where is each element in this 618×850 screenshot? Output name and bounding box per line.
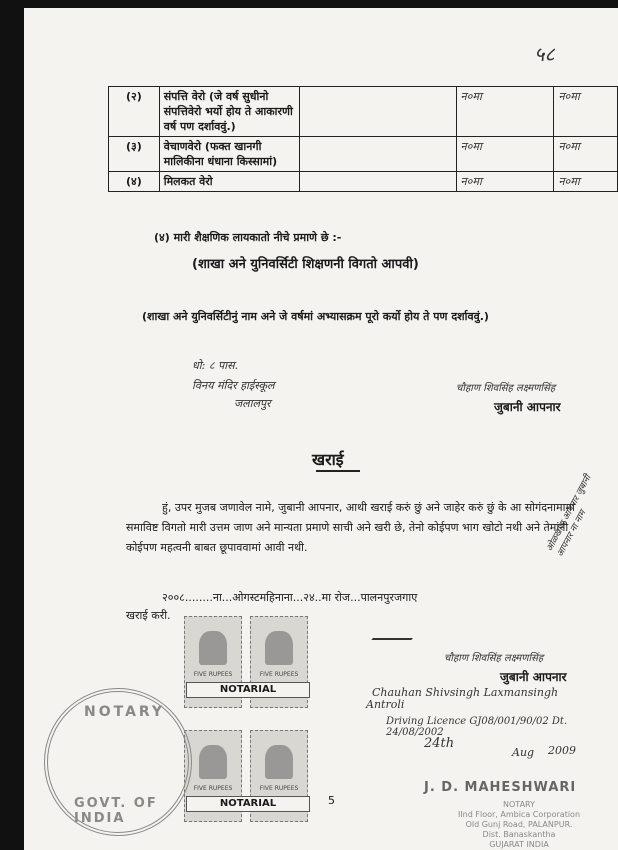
deponent-label: जुबानी आपनार [500,670,567,684]
tick-mark [371,624,424,640]
affidavit-title: खराई [312,450,344,469]
stamp-denomination: FIVE RUPEES [193,671,233,678]
row-cell: न०मा [554,172,618,192]
date-day: 24th [424,736,455,751]
notary-line: GUJARAT INDIA [489,840,549,849]
date-year: 2009 [548,744,576,757]
row-cell: न०मा [456,87,554,137]
document-page [24,8,618,850]
notary-line: Old Gunj Road, PALANPUR. [465,820,573,829]
page-footer-number: 5 [328,794,335,807]
education-entry: धो: ८ पास. [192,359,239,372]
education-instruction: (शाखा अने युनिवर्सिटीनुं नाम अने जे वर्षमां अभ्यासक्रम पूरो कर्यो होय ते पण दर्शाववुं.) [142,310,489,323]
assets-table [108,86,618,192]
row-description: संपत्ति वेरो (जे वर्ष सुधीनो संपत्तिवेरो भर्यो होय ते आकारणी वर्ष पण दर्शाववुं.) [159,87,299,137]
table-row [109,172,618,192]
deponent-label: जुबानी आपनार [494,400,561,414]
driving-licence: Driving Licence GJ08/001/90/02 Dt. 24/08/2002 [386,716,568,738]
stamp-denomination: FIVE RUPEES [259,785,299,792]
row-cell: न०मा [554,137,618,172]
row-cell [299,172,456,192]
emblem-icon [265,745,293,779]
signature: चौहाण शिवसिंह लक्ष्मणसिंह [444,653,544,664]
seal-text: NOTARY [84,704,166,720]
row-cell [299,137,456,172]
row-cell: न०मा [554,87,618,137]
side-handwritten-note: ओळखाण आपनार जुबानी आपनार ना नाम [544,473,594,559]
notary-name: J. D. MAHESHWARI [424,780,577,795]
emblem-icon [199,745,227,779]
signature: चौहाण शिवसिंह लक्ष्मणसिंह [456,383,556,394]
affidavit-body: हुं, उपर मुजब जणावेल नामे, जुबानी आपनार, आथी खराई करुं छुं अने जाहेर करुं छुं के आ सोगंदनामामां समाविष्ट विगतो मारी उत्तम जाण अने मान्यता प्रमाणे साची अने खरी छे, तेनो कोईपण भाग खोटो नथी अने तेमांनी कोईपण महत्वनी बाबत छूपाववामां आवी नथी. [126,501,575,554]
education-entry: जलालपुर [234,397,271,410]
row-description: वेचाणवेरो (फक्त खानगी मालिकीना धंधाना किस्सामां) [159,137,299,172]
affidavit-date-line: २००८........ना...ओगस्टमहिनाना...२४..मा रोज...पालनपुरजगाए [162,591,418,604]
seal-text: GOVT. OF INDIA [74,796,158,826]
affirmation-text: खराई करी. [126,609,171,622]
page-number: ५८ [534,42,555,66]
row-number: (२) [109,87,160,137]
notarial-label: NOTARIAL [186,796,310,812]
handwritten-name: Chauhan Shivsingh Laxmansingh [372,686,559,699]
education-entry: विनय मंदिर हाईस्कूल [192,379,275,392]
table-row [109,87,618,137]
stamp-denomination: FIVE RUPEES [259,671,299,678]
date-month: Aug [512,746,535,759]
notarial-label: NOTARIAL [186,682,310,698]
emblem-icon [199,631,227,665]
row-cell [299,87,456,137]
row-description: मिलकत वेरो [159,172,299,192]
row-cell: न०मा [456,172,554,192]
table-row [109,137,618,172]
title-underline [316,470,360,472]
notary-line: Dist. Banaskantha [482,830,556,839]
row-cell: न०मा [456,137,554,172]
notary-line: NOTARY [503,800,535,809]
handwritten-address: Antroli [366,698,405,711]
education-subheading: (शाखा अने युनिवर्सिटी शिक्षणनी विगतो आपवी) [192,257,419,272]
notary-seal [44,688,192,836]
row-number: (३) [109,137,160,172]
emblem-icon [265,631,293,665]
education-heading: (४) मारी शैक्षणिक लायकातो नीचे प्रमाणे छे :- [154,231,342,244]
notary-line: IInd Floor, Ambica Corporation [457,810,581,819]
stamp-denomination: FIVE RUPEES [193,785,233,792]
row-number: (४) [109,172,160,192]
notary-address [444,800,594,850]
